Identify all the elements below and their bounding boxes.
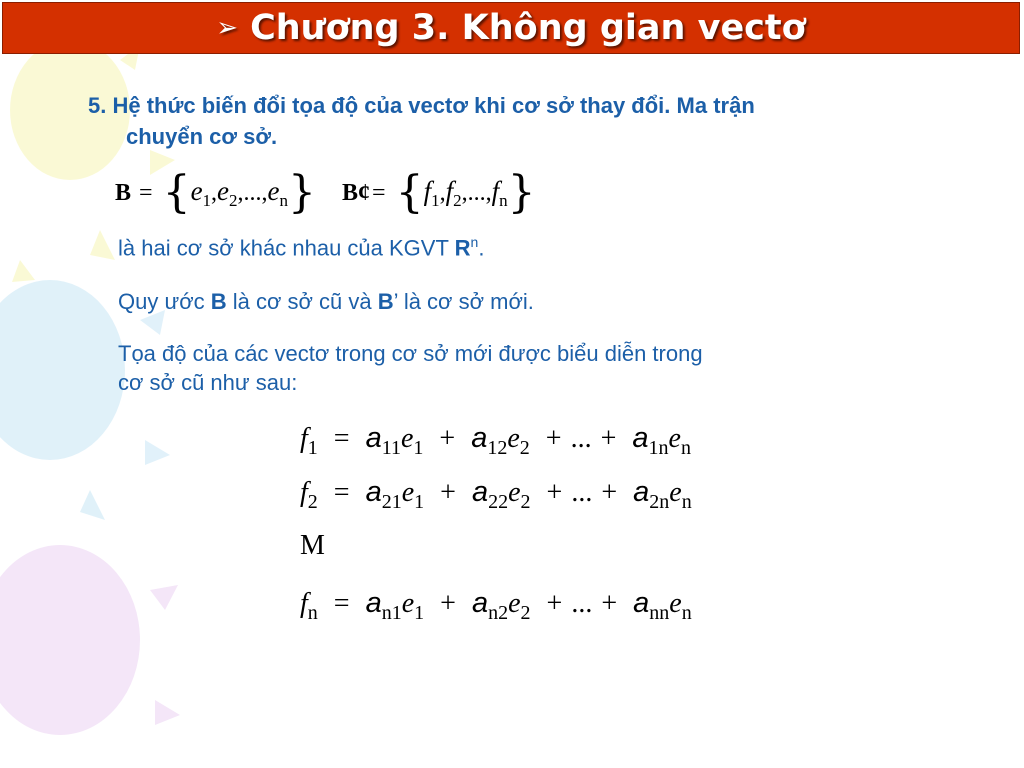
old-basis-symbol: B (210, 289, 227, 314)
math-subscript: n2 (488, 602, 509, 624)
math-symbol: = (333, 423, 350, 454)
math-subscript: n (680, 437, 691, 459)
paragraph-coordinates (118, 339, 938, 397)
math-subscript: 1 (414, 602, 425, 624)
math-subscript: 2n (649, 491, 670, 513)
math-symbol: f (300, 477, 308, 508)
math-symbol: + (601, 477, 618, 508)
math-symbol: a (471, 422, 488, 454)
math-symbol: f (300, 588, 308, 619)
para1-text: là hai cơ sở khác nhau của KGVT (118, 235, 455, 261)
math-symbol: e (508, 477, 521, 508)
basis-bprime-dots: ... (467, 179, 486, 206)
math-symbol: a (471, 476, 489, 508)
math-symbol: e (401, 477, 415, 508)
math-subscript: 1 (414, 491, 425, 513)
paragraph-two-bases (118, 228, 938, 262)
equation-row-2 (300, 476, 692, 522)
purple-balloon (0, 545, 140, 735)
math-symbol: e (669, 588, 682, 619)
math-subscript: 1 (307, 437, 318, 459)
basis-bprime-element: f (423, 175, 432, 206)
paragraph-convention (118, 287, 938, 316)
basis-b-label: B (115, 179, 132, 206)
math-symbol: e (400, 423, 414, 454)
math-symbol: a (632, 422, 649, 454)
math-symbol: + (546, 588, 563, 619)
math-subscript: 11 (381, 437, 401, 459)
left-brace: { (162, 167, 191, 218)
basis-b-set: $e_1,e_2,...,e_n$ (190, 175, 289, 210)
para1-end: . (478, 235, 485, 261)
math-symbol: = (333, 477, 350, 508)
math-symbol: e (401, 588, 415, 619)
para3-line-2: cơ sở cũ như sau: (118, 370, 298, 395)
math-symbol: + (440, 588, 456, 619)
basis-bprime-sub: 1 (431, 190, 440, 210)
basis-b-equals: = (139, 179, 153, 206)
math-subscript: 22 (488, 491, 509, 513)
slide-title-bar (2, 2, 1020, 54)
basis-b-element: e (267, 175, 280, 206)
para2-text: ’ là cơ sở mới. (393, 289, 534, 314)
math-subscript: n (681, 491, 692, 513)
para2-text: Quy ước (118, 289, 211, 314)
math-symbol: e (507, 423, 520, 454)
right-brace: } (288, 167, 317, 218)
arrow-bullet-icon: ➢ (216, 13, 239, 43)
math-symbol: + (600, 423, 617, 454)
math-subscript: 2 (519, 437, 530, 459)
math-symbol: a (365, 476, 382, 508)
math-symbol: + (546, 477, 563, 508)
math-symbol: a (633, 587, 650, 619)
basis-bprime-set: $f_1,f_2,...,f_n$ (423, 175, 508, 210)
math-subscript: 1n (648, 437, 669, 459)
math-subscript: 2 (520, 491, 531, 513)
space-exponent: n (470, 234, 479, 250)
basis-bprime-equals: = (372, 179, 386, 206)
math-symbol: a (633, 476, 650, 508)
basis-bprime-label: B¢ (342, 179, 371, 206)
math-symbol: + (440, 477, 456, 508)
basis-b-element: e (190, 175, 203, 206)
basis-b-sub: 1 (202, 190, 212, 210)
section-heading (88, 90, 968, 152)
new-basis-symbol: B (377, 289, 394, 314)
math-symbol: = (333, 588, 350, 619)
math-symbol: + (601, 588, 618, 619)
math-subscript: n (307, 602, 318, 624)
basis-b-dots: ... (243, 179, 262, 206)
basis-bprime-sub: n (499, 190, 508, 210)
math-subscript: 2 (520, 602, 531, 624)
math-symbol: e (508, 588, 521, 619)
basis-b-element: e (217, 175, 230, 206)
math-symbol: a (365, 587, 382, 619)
math-symbol: a (365, 422, 382, 454)
math-subscript: 1 (413, 437, 424, 459)
space-symbol: R (454, 235, 471, 261)
basis-definitions (115, 168, 536, 218)
left-brace: { (395, 167, 424, 218)
basis-b-sub: n (279, 190, 289, 210)
blue-balloon (0, 280, 125, 460)
equation-row-n (300, 587, 692, 633)
basis-bprime-sub: 2 (453, 190, 462, 210)
math-symbol: e (669, 477, 682, 508)
para3-line-1: Tọa độ của các vectơ trong cơ sở mới được biểu diễn trong (118, 341, 703, 366)
math-subscript: nn (649, 602, 670, 624)
math-subscript: 21 (381, 491, 402, 513)
slide-title: Chương 3. Không gian vectơ (250, 8, 806, 48)
math-subscript: n1 (381, 602, 402, 624)
heading-line-1: 5. Hệ thức biến đổi tọa độ của vectơ khi cơ sở thay đổi. Ma trận (88, 93, 755, 118)
math-symbol: ... (570, 423, 592, 454)
math-subscript: 2 (307, 491, 318, 513)
math-subscript: n (681, 602, 692, 624)
math-symbol: ... (571, 588, 593, 619)
math-symbol: ... (571, 477, 593, 508)
math-symbol: f (300, 423, 308, 454)
heading-line-2: chuyển cơ sở. (126, 124, 278, 149)
math-symbol: e (668, 423, 681, 454)
math-symbol: a (471, 587, 489, 619)
right-brace: } (507, 167, 536, 218)
math-subscript: 12 (487, 437, 508, 459)
basis-b-sub: 2 (229, 190, 238, 210)
math-symbol: + (439, 423, 456, 454)
para2-text: là cơ sở cũ và (226, 289, 378, 314)
equation-row-1 (300, 422, 691, 468)
basis-bprime-element: f (491, 175, 500, 206)
equation-vdots: M (300, 530, 325, 561)
basis-bprime-element: f (445, 175, 454, 206)
math-symbol: + (545, 423, 562, 454)
